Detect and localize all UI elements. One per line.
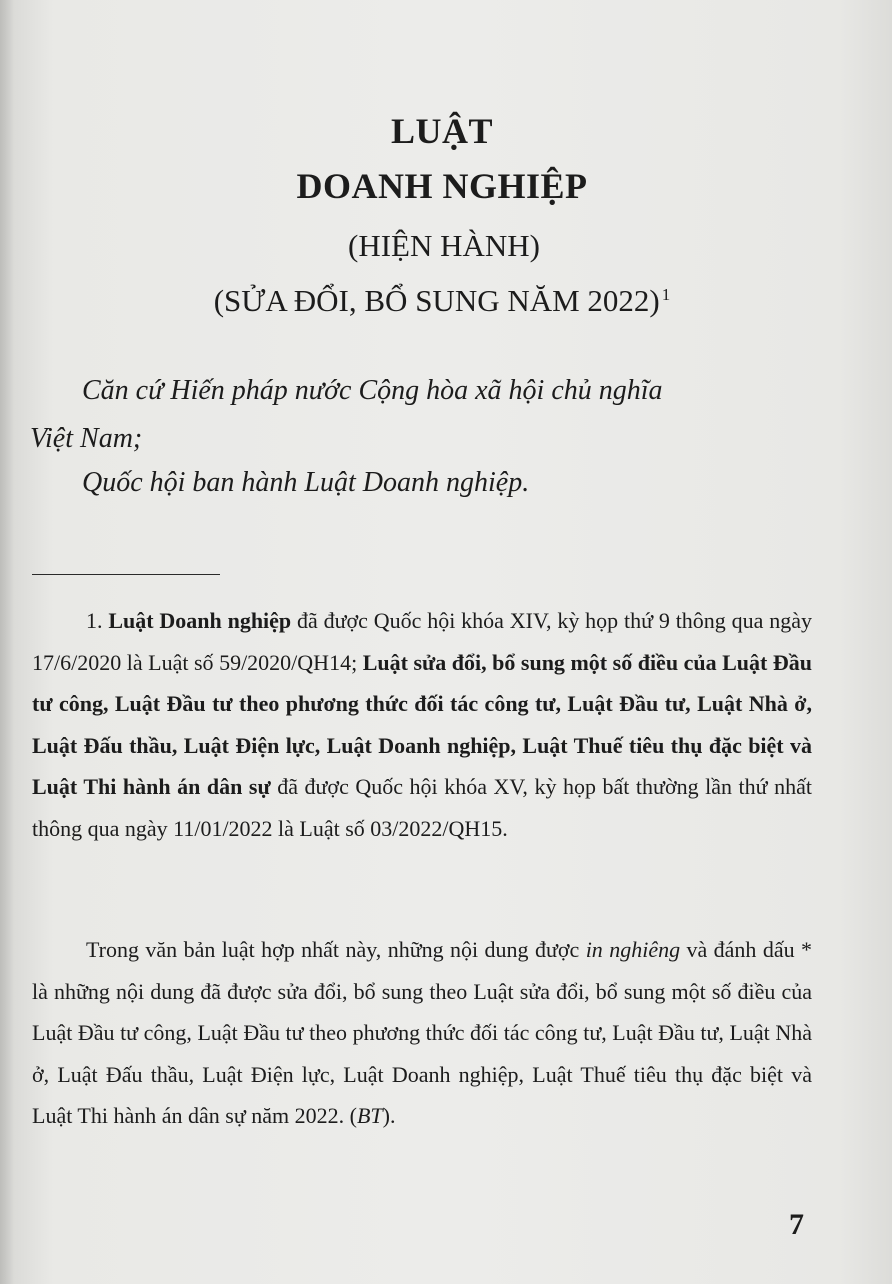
footnote-divider [32, 574, 220, 575]
preamble-line: Việt Nam; [30, 423, 143, 454]
preamble-line: Quốc hội ban hành Luật Doanh nghiệp. [82, 467, 530, 498]
footnote-text: đã được Quốc hội khóa XV, kỳ họp bất thường lần thứ nhất thông qua ngày 11/01/2022 là Luật số 03/2022/QH15. [32, 774, 812, 841]
law-title: LUẬT [390, 111, 494, 151]
footnote-paragraph [32, 600, 812, 849]
footnote-marker: 1 [661, 284, 671, 304]
amendment-note [0, 283, 888, 319]
footnote-text: ). [382, 1103, 396, 1128]
footnote-bold-text: Luật sửa đổi, bổ sung một số điều của Luật Đầu tư công, Luật Đầu tư theo phương thức đối tác công tư, Luật Đầu tư, Luật Nhà ở, Luật Đấu thầu, Luật Điện lực, Luật Doanh nghiệp, Luật Thuế tiêu thụ đặc biệt và Luật Thi hành án dân sự [32, 649, 812, 799]
footnote-text: đã được Quốc hội khóa XIV, kỳ họp thứ 9 thông qua ngày 17/6/2020 là Luật số 59/2020/QH14; [32, 608, 812, 675]
preamble-line: Căn cứ Hiến pháp nước Cộng hòa xã hội chủ nghĩa [82, 375, 663, 406]
footnote-italic-text: BT [356, 1103, 383, 1128]
footnote-bold-text: Luật Doanh nghiệp [108, 608, 292, 633]
footnote-text: và đánh dấu * là những nội dung đã được sửa đổi, bổ sung theo Luật sửa đổi, bổ sung một số điều của Luật Đầu tư công, Luật Đầu tư theo phương thức đối tác công tư, Luật Đầu tư, Luật Nhà ở, Luật Đấu thầu, Luật Điện lực, Luật Doanh nghiệp, Luật Thuế tiêu thụ đặc biệt và Luật Thi hành án dân sự năm 2022. ( [32, 937, 813, 1128]
footnote-text: Trong văn bản luật hợp nhất này, những nội dung được [86, 937, 586, 962]
footnote-italic-text: in nghiêng [585, 937, 681, 962]
footnote-text: 1. [86, 608, 109, 633]
footnote-paragraph [32, 929, 812, 1137]
page-number: 7 [789, 1208, 804, 1241]
current-status: (HIỆN HÀNH) [348, 228, 540, 263]
law-name: DOANH NGHIỆP [296, 166, 588, 206]
amendment-note-text: (SỬA ĐỔI, BỔ SUNG NĂM 2022) [213, 283, 660, 318]
